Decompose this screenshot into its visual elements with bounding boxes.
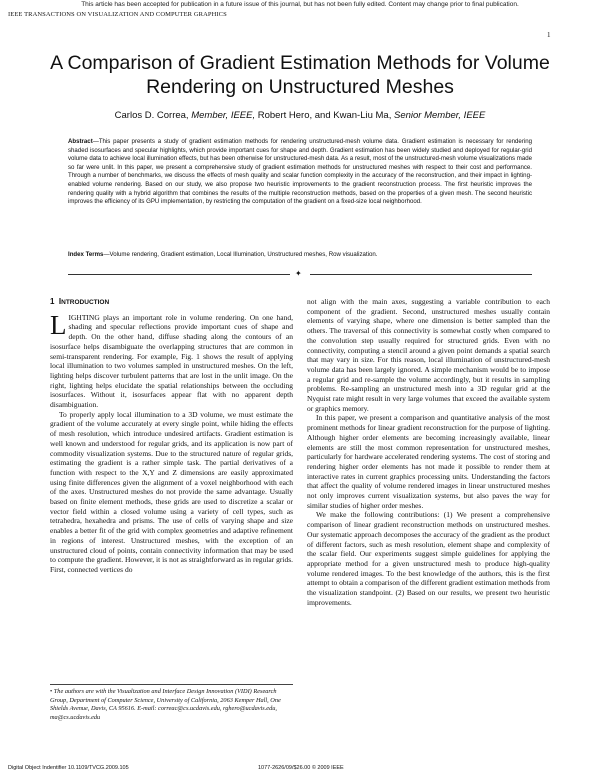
section-number: 1 <box>50 297 55 306</box>
index-terms-label: Index Terms <box>68 251 104 258</box>
paragraph-4: In this paper, we present a comparison and quantitative analysis of the most prominent methods for linear gradient reconstruction for the purpose of lighting. Although higher order elements are becoming increasingly available, linear elements are still the most common representation for unstructured meshes, particularly for hardware accelerated rendering systems. The cost of storing and rendering higher order elements has not made it possible to render them at interactive rates in current graphics processing units. Understanding the factors that affect the quality of volume rendered images in linear unstructured meshes not only improves current visualization systems, but also paves the way for similar studies of higher order meshes. <box>307 413 550 510</box>
paragraph-3: not align with the main axes, suggesting a variable contribution to each component of the gradient. Second, unstructured meshes usually contain elements of varying shape, where one dimension is better sampled than the others. The traversal of this connectivity is somewhat costly when compared to the convolution step usually required for structured grids. Even with no connectivity, computing a stencil around a given point demands a spatial search that may vary in size. For this reason, local illumination of unstructured-mesh volume data has been largely ignored. A simple mechanism would be to impose a regular grid and re-sample the volume accordingly, but it results in sampling problems. Re-sampling an unstructured mesh into a 3D regular grid at the Nyquist rate might result in very large volumes that exceed the available system or graphics memory. <box>307 297 550 413</box>
section-divider <box>68 270 532 278</box>
section-heading <box>50 297 293 308</box>
right-column <box>307 297 550 608</box>
author-2: Robert Hero, and Kwan-Liu Ma, <box>257 110 392 121</box>
journal-header: IEEE TRANSACTIONS ON VISUALIZATION AND COMPUTER GRAPHICS <box>8 11 227 18</box>
title-line-2: Rendering on Unstructured Meshes <box>146 76 454 98</box>
index-terms-text: —Volume rendering, Gradient estimation, Local Illumination, Unstructured meshes, Row visualization. <box>103 251 378 258</box>
left-column <box>50 297 293 575</box>
paragraph-2: To properly apply local illumination to a 3D volume, we must estimate the gradient of the volume accurately at every single point, while hiding the effects of mesh resolution, which introduce undesired artifacts. Gradient estimation is well known and understood for regular grids, and its application is now part of commodity visualization systems. Due to the structured nature of regular grids, estimating the gradient is a rather simple task. The partial derivatives of a function with respect to the X,Y and Z dimensions are easily approximated using finite differences given the alignment of a voxel neighborhood with each of the axes. Unstructured meshes do not provide the same advantage. Usually based on finite element methods, these grids are used to discretize a scalar or vector field within a closed volume using a variety of cell types, such as tetrahedra, hexahedra and prisms. The use of cells of varying shape and size enables a better fit of the grid with complex geometries and adaptive refinement in regions of interest. Unstructured meshes, with the exception of an unstructured cloud of points, contain connectivity information that may be used to compute the gradient. However, it is not as straightforward as in regular grids. First, connected vertices do <box>50 409 293 574</box>
divider-line-left <box>68 274 290 275</box>
page-number: 1 <box>547 31 551 39</box>
diamond-icon: ✦ <box>295 269 302 278</box>
section-title-first: I <box>58 297 62 306</box>
paragraph-1-text: plays an important role in volume rendering. On one hand, shading and specular reflections provide important cues of shape and depth. On the other hand, diffuse shading along the contours of an isosurface helps disambiguate the overlapping structures that are common in semi-transparent rendering. For example, Fig. 1 shows the result of applying local illumination to two volumes sampled in unstructured meshes. On the left, lighting helps discover turbulent patterns that are lost in the unlit image. On the right, lighting helps elucidate the spatial relationships between the occluding isosurfaces. Without it, isosurfaces appear flat with no apparent depth disambiguation. <box>50 312 293 410</box>
author-1: Carlos D. Correa, <box>114 110 189 121</box>
abstract-text: —This paper presents a study of gradient estimation methods for rendering unstructured-mesh volume data. Gradient estimation is necessary for rendering shaded isosurfaces and specular highlights, which provide important cues for shape and depth. Gradient estimation has been widely studied and deployed for regular-grid volume data to achieve local illumination effects, but has been otherwise for unstructured-mesh data. As a result, most of the unstructured-mesh volume visualizations made so far were unlit. In this paper, we present a comprehensive study of gradient estimation methods for unstructured meshes with respect to their cost and performance. Through a number of benchmarks, we discuss the effects of mesh quality and scalar function complexity in the accuracy of the reconstruction, and their impact in lighting-enabled volume rendering. Based on our study, we also propose two heuristic improvements to the gradient reconstruction process. The first heuristic improves the rendering quality with a hybrid algorithm that combines the results of the multiple reconstruction methods, based on the properties of a given mesh. The second heuristic improves the efficiency of its GPU implementation, by restricting the computation of the gradient on a fixed-size local neighborhood. <box>68 138 532 206</box>
paper-title <box>20 51 580 99</box>
bullet-icon: • <box>50 688 53 695</box>
title-line-1: A Comparison of Gradient Estimation Methods for Volume <box>50 52 550 74</box>
author-2-role: Senior Member, IEEE <box>393 110 486 121</box>
author-list <box>20 110 580 121</box>
copyright-footer: 1077-2626/09/$26.00 © 2009 IEEE <box>258 765 344 771</box>
footnote-rule <box>50 684 293 685</box>
abstract <box>68 138 532 207</box>
doi-footer: Digital Object Indentifier 10.1109/TVCG.2009.105 <box>8 765 129 771</box>
paragraph-5: We make the following contributions: (1) We present a comprehensive comparison of linear gradient reconstruction methods on unstructured meshes. Our systematic approach decomposes the accuracy of the gradient as the product of different factors, such as mesh resolution, element shape and complexity of the scalar field. Our experiments suggest simple guidelines for applying the appropriate method for a given unstructured mesh to produce high-quality volume rendered images. To the best knowledge of the authors, this is the first attempt to obtain a comparison of the different gradient estimation methods from the visualization standpoint. (2) Based on our results, we present two heuristic improvements. <box>307 510 550 607</box>
index-terms <box>68 251 532 260</box>
author-affiliation-footnote <box>50 688 293 722</box>
divider-line-right <box>310 274 532 275</box>
author-1-role: Member, IEEE, <box>191 110 256 121</box>
paragraph-1-lead: IGHTING <box>68 312 100 322</box>
abstract-label: Abstract <box>68 138 93 145</box>
drop-cap: L <box>50 309 67 340</box>
paragraph-1 <box>50 309 293 410</box>
section-title-rest: NTRODUCTION <box>61 299 110 306</box>
publication-notice: This article has been accepted for publication in a future issue of this journal, but has not been fully edited. Content may change prior to final publication. <box>81 1 519 8</box>
footnote-text: The authors are with the Visualization and Interface Design Innovation (VIDI) Research Group, Department of Computer Science, University of California, 2063 Kemper Hall, One Shields Avenue, Davis, CA 95616. E-mail: correac@cs.ucdavis.edu, rghero@ucdavis.edu, ma@cs.ucdavis.edu <box>50 688 281 721</box>
